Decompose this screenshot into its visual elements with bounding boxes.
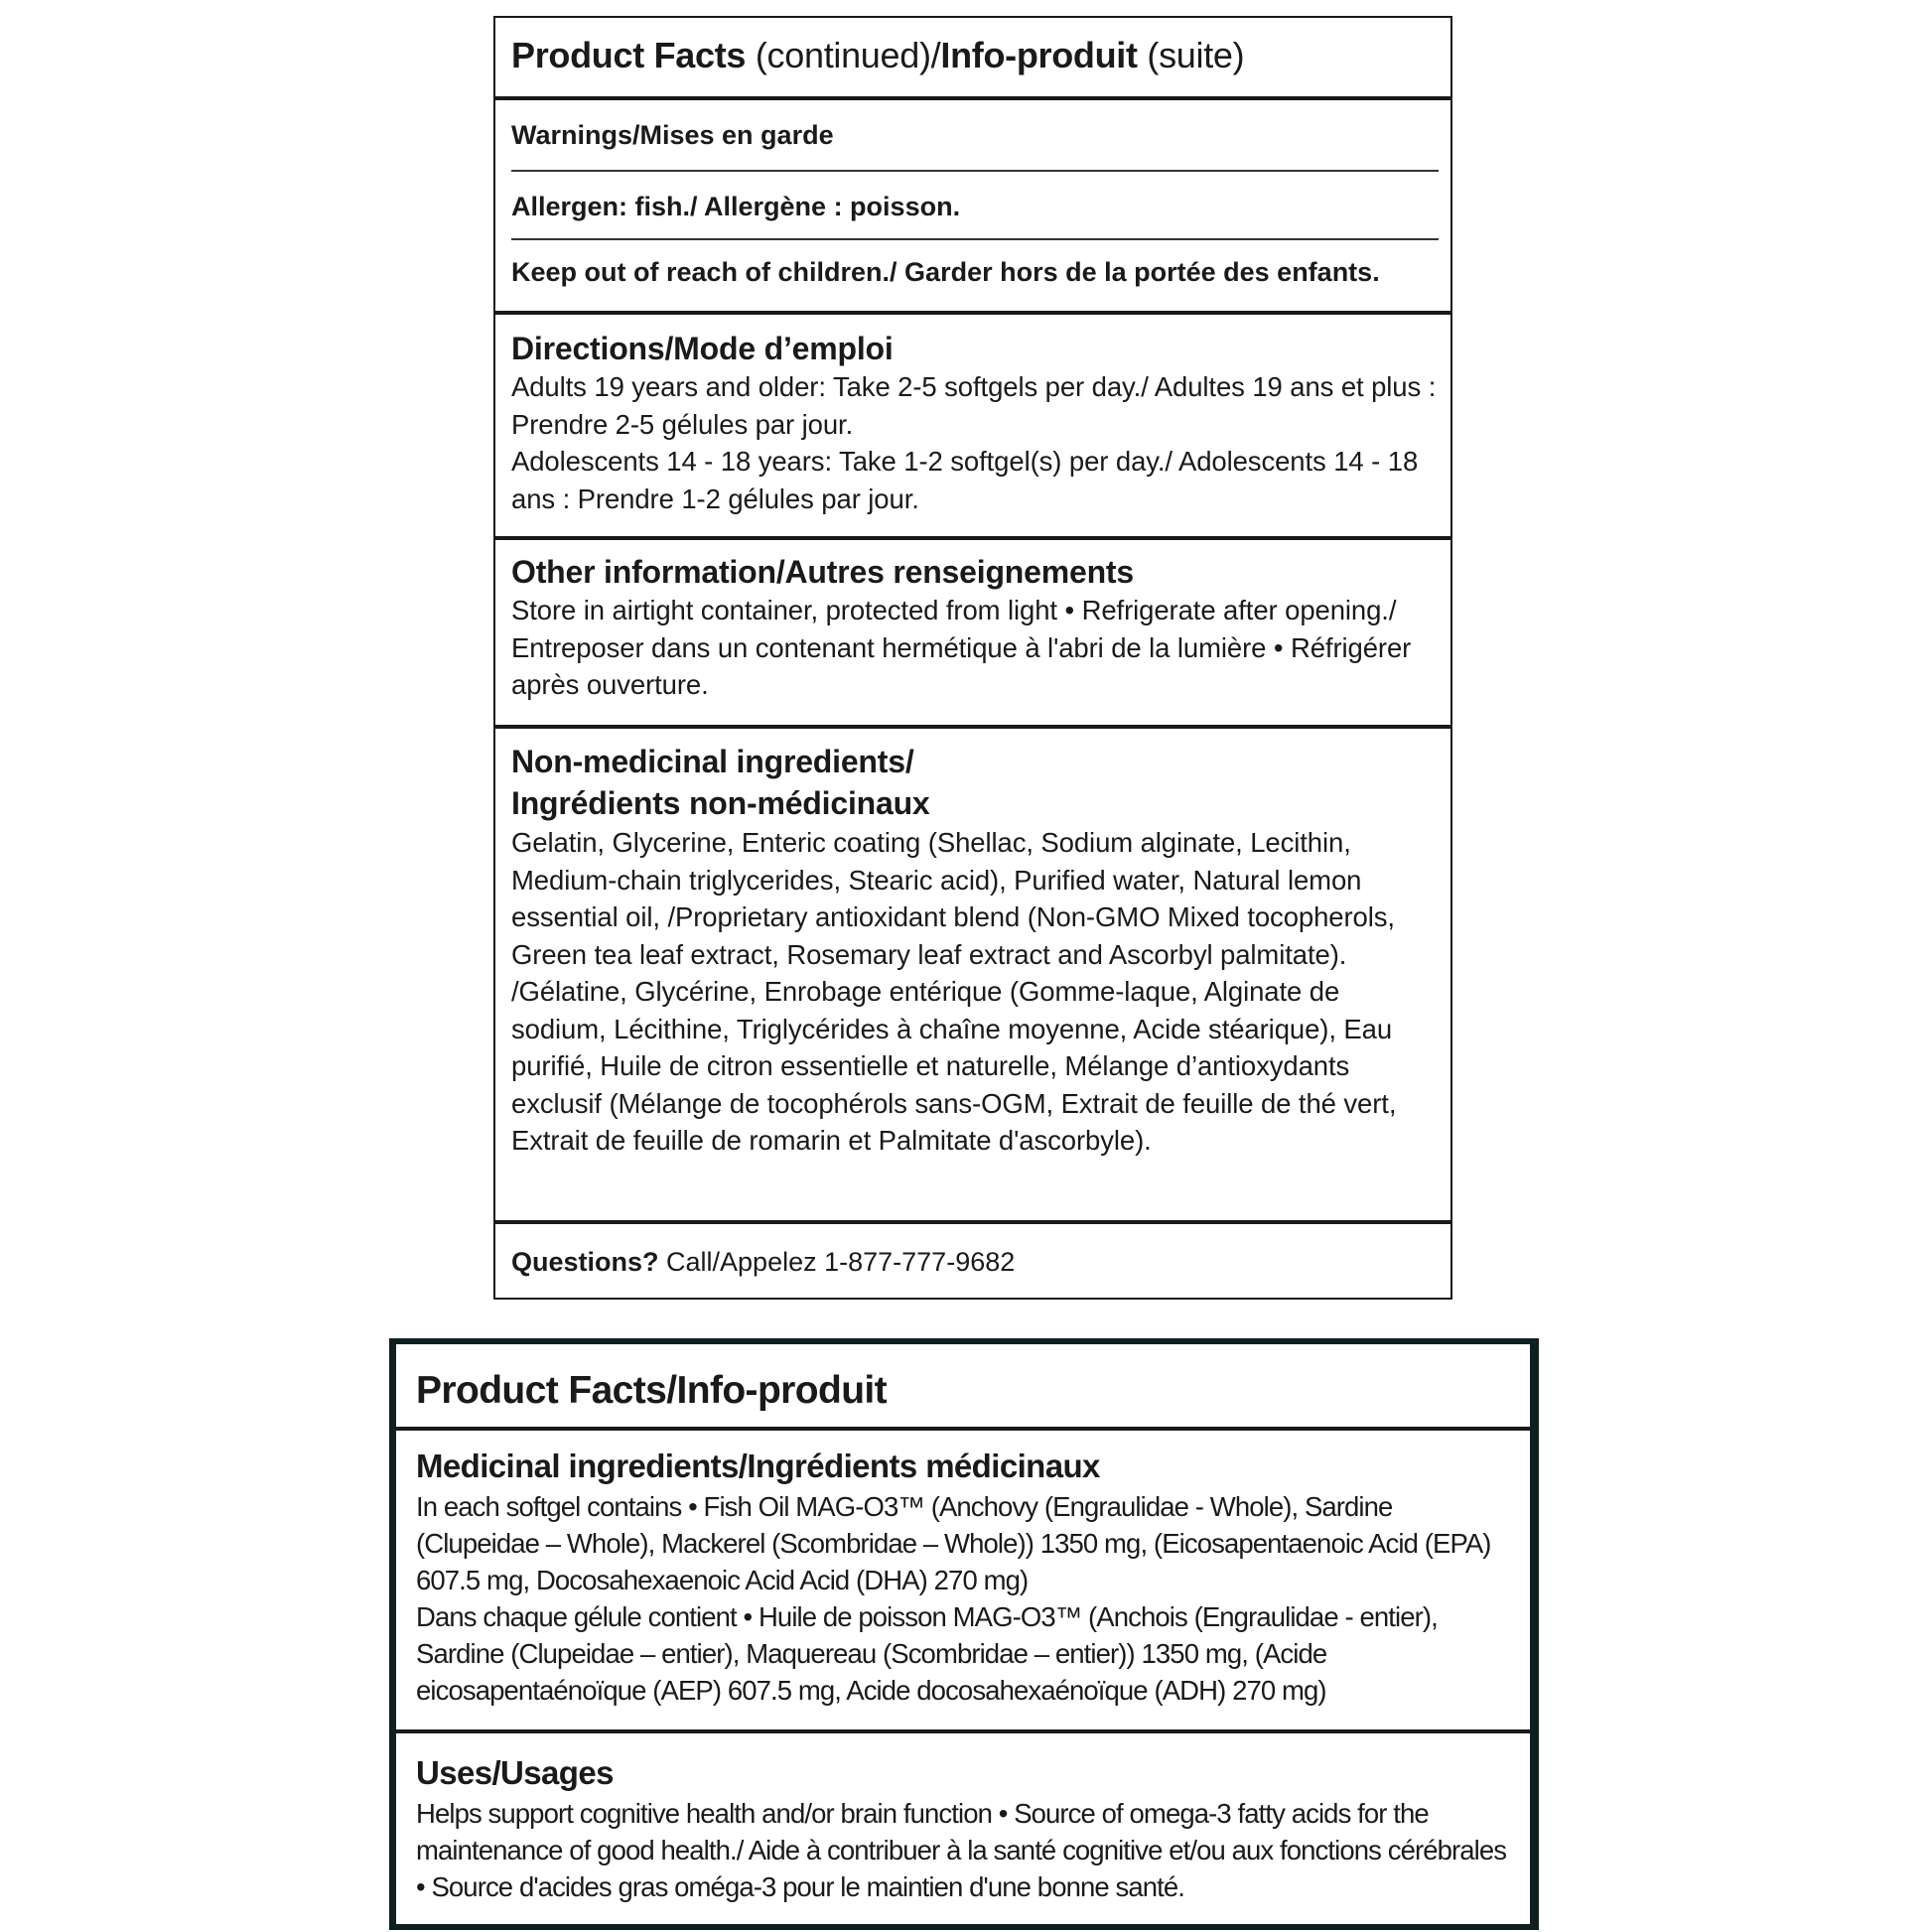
medicinal-ingredients-french: Dans chaque gélule contient • Huile de poisson MAG-O3™ (Anchois (Engraulidae - entier), Sardine (Clupeidae – entier), Maquereau (Scombridae – entier)) 1350 mg, (Acide eicosapentaénoïque (AEP) 607.5 mg, Acide docosahexaénoïque (ADH) 270 mg) bbox=[416, 1601, 1438, 1706]
directions-heading: Directions/Mode d’emploi bbox=[511, 331, 894, 366]
other-information-heading: Other information/Autres renseignements bbox=[511, 554, 1134, 590]
directions-adolescents: Adolescents 14 - 18 years: Take 1-2 softgel(s) per day./ Adolescents 14 - 18 ans : Prendre 1-2 gélules par jour. bbox=[511, 446, 1419, 514]
children-warning: Keep out of reach of children./ Garder hors de la portée des enfants. bbox=[511, 257, 1380, 287]
directions-body bbox=[511, 368, 1439, 517]
main-panel-title: Product Facts/Info-produit bbox=[396, 1344, 1530, 1431]
title-suite: (suite) bbox=[1137, 35, 1245, 75]
questions-label: Questions? bbox=[511, 1247, 659, 1277]
other-information-text: Store in airtight container, protected from light • Refrigerate after opening./ Entreposer dans un contenant hermétique à l'abri de la lumière • Réfrigérer après ouverture. bbox=[511, 595, 1412, 700]
title-info-produit: Info-produit bbox=[940, 35, 1138, 75]
product-facts-main-panel bbox=[389, 1338, 1539, 1930]
title-continued: (continued)/ bbox=[746, 35, 941, 75]
product-facts-continued-panel bbox=[493, 16, 1452, 1300]
medicinal-ingredients-section bbox=[396, 1431, 1530, 1733]
warnings-heading: Warnings/Mises en garde bbox=[511, 100, 1439, 172]
medicinal-ingredients-body bbox=[416, 1488, 1520, 1709]
title-product-facts: Product Facts bbox=[511, 35, 747, 75]
continued-panel-title bbox=[495, 18, 1450, 100]
uses-text: Helps support cognitive health and/or brain function • Source of omega-3 fatty acids for the maintenance of good health./ Aide à contribuer à la santé cognitive et/ou aux fonctions cérébrales • Source d'acides gras oméga-3 pour le maintien d'une bonne santé. bbox=[416, 1798, 1507, 1902]
uses-heading: Uses/Usages bbox=[416, 1754, 614, 1791]
directions-section bbox=[495, 315, 1450, 540]
non-medicinal-heading-fr: Ingrédients non-médicinaux bbox=[511, 785, 930, 821]
non-medicinal-ingredients-section bbox=[495, 729, 1450, 1224]
other-information-section bbox=[495, 540, 1450, 729]
medicinal-ingredients-heading: Medicinal ingredients/Ingrédients médicinaux bbox=[416, 1448, 1100, 1484]
warnings-section bbox=[495, 100, 1450, 315]
allergen-warning: Allergen: fish./ Allergène : poisson. bbox=[511, 172, 1439, 240]
non-medicinal-ingredients-text: Gelatin, Glycerine, Enteric coating (Shellac, Sodium alginate, Lecithin, Medium-chain triglycerides, Stearic acid), Purified water, Natural lemon essential oil, /Proprietary antioxidant blend (Non-GMO Mixed tocopherols, Green tea leaf extract, Rosemary leaf extract and Ascorbyl palmitate). /Gélatine, Glycérine, Enrobage entérique (Gomme-laque, Alginate de sodium, Lécithine, Triglycérides à chaîne moyenne, Acide stéarique), Eau purifié, Huile de citron essentielle et naturelle, Mélange d’antioxydants exclusif (Mélange de tocophérols sans-OGM, Extrait de feuille de thé vert, Extrait de feuille de romarin et Palmitate d'ascorbyle). bbox=[511, 827, 1397, 1156]
questions-phone-text: Call/Appelez 1-877-777-9682 bbox=[658, 1247, 1016, 1277]
medicinal-ingredients-english: In each softgel contains • Fish Oil MAG-O3™ (Anchovy (Engraulidae - Whole), Sardine (Clupeidae – Whole), Mackerel (Scombridae – Whole)) 1350 mg, (Eicosapentaenoic Acid (EPA) 607.5 mg, Docosahexaenoic Acid Acid (DHA) 270 mg) bbox=[416, 1491, 1491, 1595]
directions-adults: Adults 19 years and older: Take 2-5 softgels per day./ Adultes 19 ans et plus : Prendre 2-5 gélules par jour. bbox=[511, 371, 1437, 440]
non-medicinal-heading-en: Non-medicinal ingredients/ bbox=[511, 744, 914, 779]
uses-section bbox=[396, 1733, 1530, 1915]
questions-row bbox=[495, 1224, 1450, 1298]
